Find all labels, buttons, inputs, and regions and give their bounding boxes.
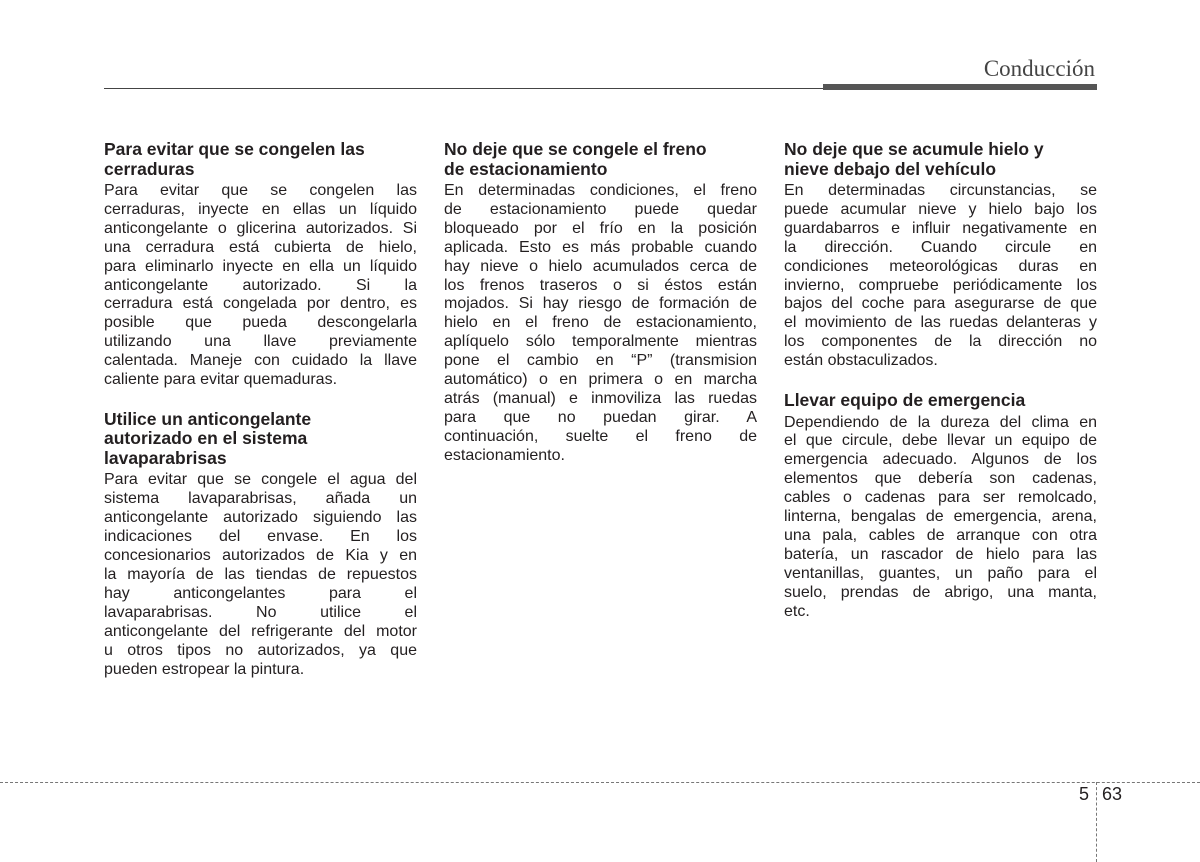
body-line: hay anticongelantes para el [104, 584, 417, 602]
body-line: mojados. Si hay riesgo de formación de [444, 295, 757, 313]
heading-line: Para evitar que se congelen las [104, 139, 365, 159]
body-line: anticongelante o glicerina autorizados. Si [104, 219, 417, 237]
body-line: anticongelante del refrigerante del motor [104, 622, 417, 640]
body-line: continuación, suelte el freno de [444, 427, 757, 445]
heading-line: lavaparabrisas [104, 447, 227, 468]
body-line: los frenos traseros o si éstos están [444, 276, 757, 294]
body-line: Dependiendo de la dureza del clima en [784, 413, 1097, 431]
body-line: linterna, bengalas de emergencia, arena, [784, 508, 1097, 526]
heading-line: autorizado en el sistema [104, 428, 308, 449]
body-line: condiciones meteorológicas duras en [784, 257, 1097, 275]
section [784, 140, 1097, 371]
body-line: Para evitar que se congele el agua del [104, 471, 417, 489]
heading-line: Utilice un anticongelante [104, 408, 312, 429]
body-line: caliente para evitar quemaduras. [104, 371, 338, 389]
body-line: para eliminarlo inyecte en ella un líquido [104, 257, 417, 275]
body-line: bloqueado por el frío en la posición [444, 219, 757, 237]
body-line: suelo, prendas de abrigo, una manta, [784, 583, 1097, 601]
body-line: están obstaculizados. [784, 352, 938, 370]
body-line: una pala, cables de arranque con otra [784, 527, 1097, 544]
body-line: sistema lavaparabrisas, añada un [104, 490, 417, 508]
body-line: calentada. Maneje con cuidado la llave [104, 352, 417, 370]
body-line: concesionarios autorizados de Kia y en [104, 547, 417, 565]
section-heading [784, 140, 1097, 179]
body-line: aplicada. Esto es más probable cuando [444, 238, 757, 256]
body-line: En determinadas circunstancias, se [784, 182, 1097, 199]
body-line: el movimiento de las ruedas delanteras y [784, 314, 1097, 332]
section [104, 410, 417, 679]
body-line: automático) o en primera o en marcha [444, 371, 757, 389]
heading-line: No deje que se acumule hielo y [784, 139, 1044, 159]
section-heading [444, 140, 757, 179]
body-line: anticongelante autorizado. Si la [104, 276, 417, 294]
body-line: puede acumular nieve y hielo bajo los [784, 200, 1097, 218]
body-line: estacionamiento. [444, 446, 565, 464]
body-line: ventanillas, guantes, un paño para el [784, 564, 1097, 582]
section-title: Conducción [983, 56, 1095, 81]
body-line: pueden estropear la pintura. [104, 660, 305, 678]
body-line: anticongelante autorizado siguiendo las [104, 509, 417, 527]
heading-line: de estacionamiento [444, 158, 608, 179]
body-line: una cerradura está cubierta de hielo, [104, 238, 417, 256]
section [444, 140, 757, 466]
body-line: emergencia adecuado. Algunos de los [784, 451, 1097, 469]
footer-divider [0, 782, 1200, 783]
body-line: utilizando una llave previamente [104, 333, 417, 351]
section [104, 140, 417, 390]
body-line: guardabarros e influir negativamente en [784, 219, 1097, 237]
heading-line: nieve debajo del vehículo [784, 158, 997, 179]
body-line: hay nieve o hielo acumulados cerca de [444, 257, 757, 275]
body-line: de estacionamiento puede quedar [444, 200, 757, 218]
body-line: u otros tipos no autorizados, ya que [104, 641, 417, 659]
body-line: cables o cadenas para ser remolcado, [784, 489, 1097, 507]
body-line: aplíquelo sólo temporalmente mientras [444, 333, 757, 351]
body-line: bajos del coche para asegurarse de que [784, 295, 1097, 313]
body-line: lavaparabrisas. No utilice el [104, 603, 417, 621]
page-number: 63 [1102, 784, 1123, 804]
column-1 [104, 140, 417, 699]
column-3 [784, 140, 1097, 642]
body-line: pone el cambio en “P” (transmision [444, 352, 757, 370]
section-heading [104, 410, 417, 469]
body-line: cerradura está congelada por dentro, es [104, 295, 417, 313]
body-line: etc. [784, 602, 810, 620]
heading-line: No deje que se congele el freno [444, 139, 707, 159]
heading-line: cerraduras [104, 158, 195, 179]
body-line: hielo en el freno de estacionamiento, [444, 314, 757, 332]
heading-line: Llevar equipo de emergencia [784, 390, 1026, 411]
body-line: atrás (manual) e inmoviliza las ruedas [444, 389, 757, 407]
body-line: posible que pueda descongelarla [104, 314, 417, 332]
body-line: Para evitar que se congelen las [104, 182, 417, 199]
body-line: En determinadas condiciones, el freno [444, 182, 757, 199]
footer-divider-vertical [1096, 782, 1097, 862]
chapter-number: 5 [1079, 784, 1090, 804]
body-line: invierno, compruebe periódicamente los [784, 276, 1097, 294]
body-line: la dirección. Cuando circule en [784, 238, 1097, 256]
header-rule-accent [823, 84, 1097, 90]
section-heading [784, 391, 1097, 411]
body-line: indicaciones del envase. En los [104, 528, 417, 546]
section [784, 391, 1097, 621]
body-line: para que no puedan girar. A [444, 408, 757, 426]
body-line: batería, un rascador de hielo para las [784, 545, 1097, 563]
section-heading [104, 140, 417, 179]
body-line: los componentes de la dirección no [784, 333, 1097, 351]
column-2 [444, 140, 757, 486]
body-line: elementos que debería son cadenas, [784, 470, 1097, 488]
body-line: el que circule, debe llevar un equipo de [784, 432, 1097, 450]
body-line: cerraduras, inyecte en ellas un líquido [104, 200, 417, 218]
body-line: la mayoría de las tiendas de repuestos [104, 566, 417, 583]
